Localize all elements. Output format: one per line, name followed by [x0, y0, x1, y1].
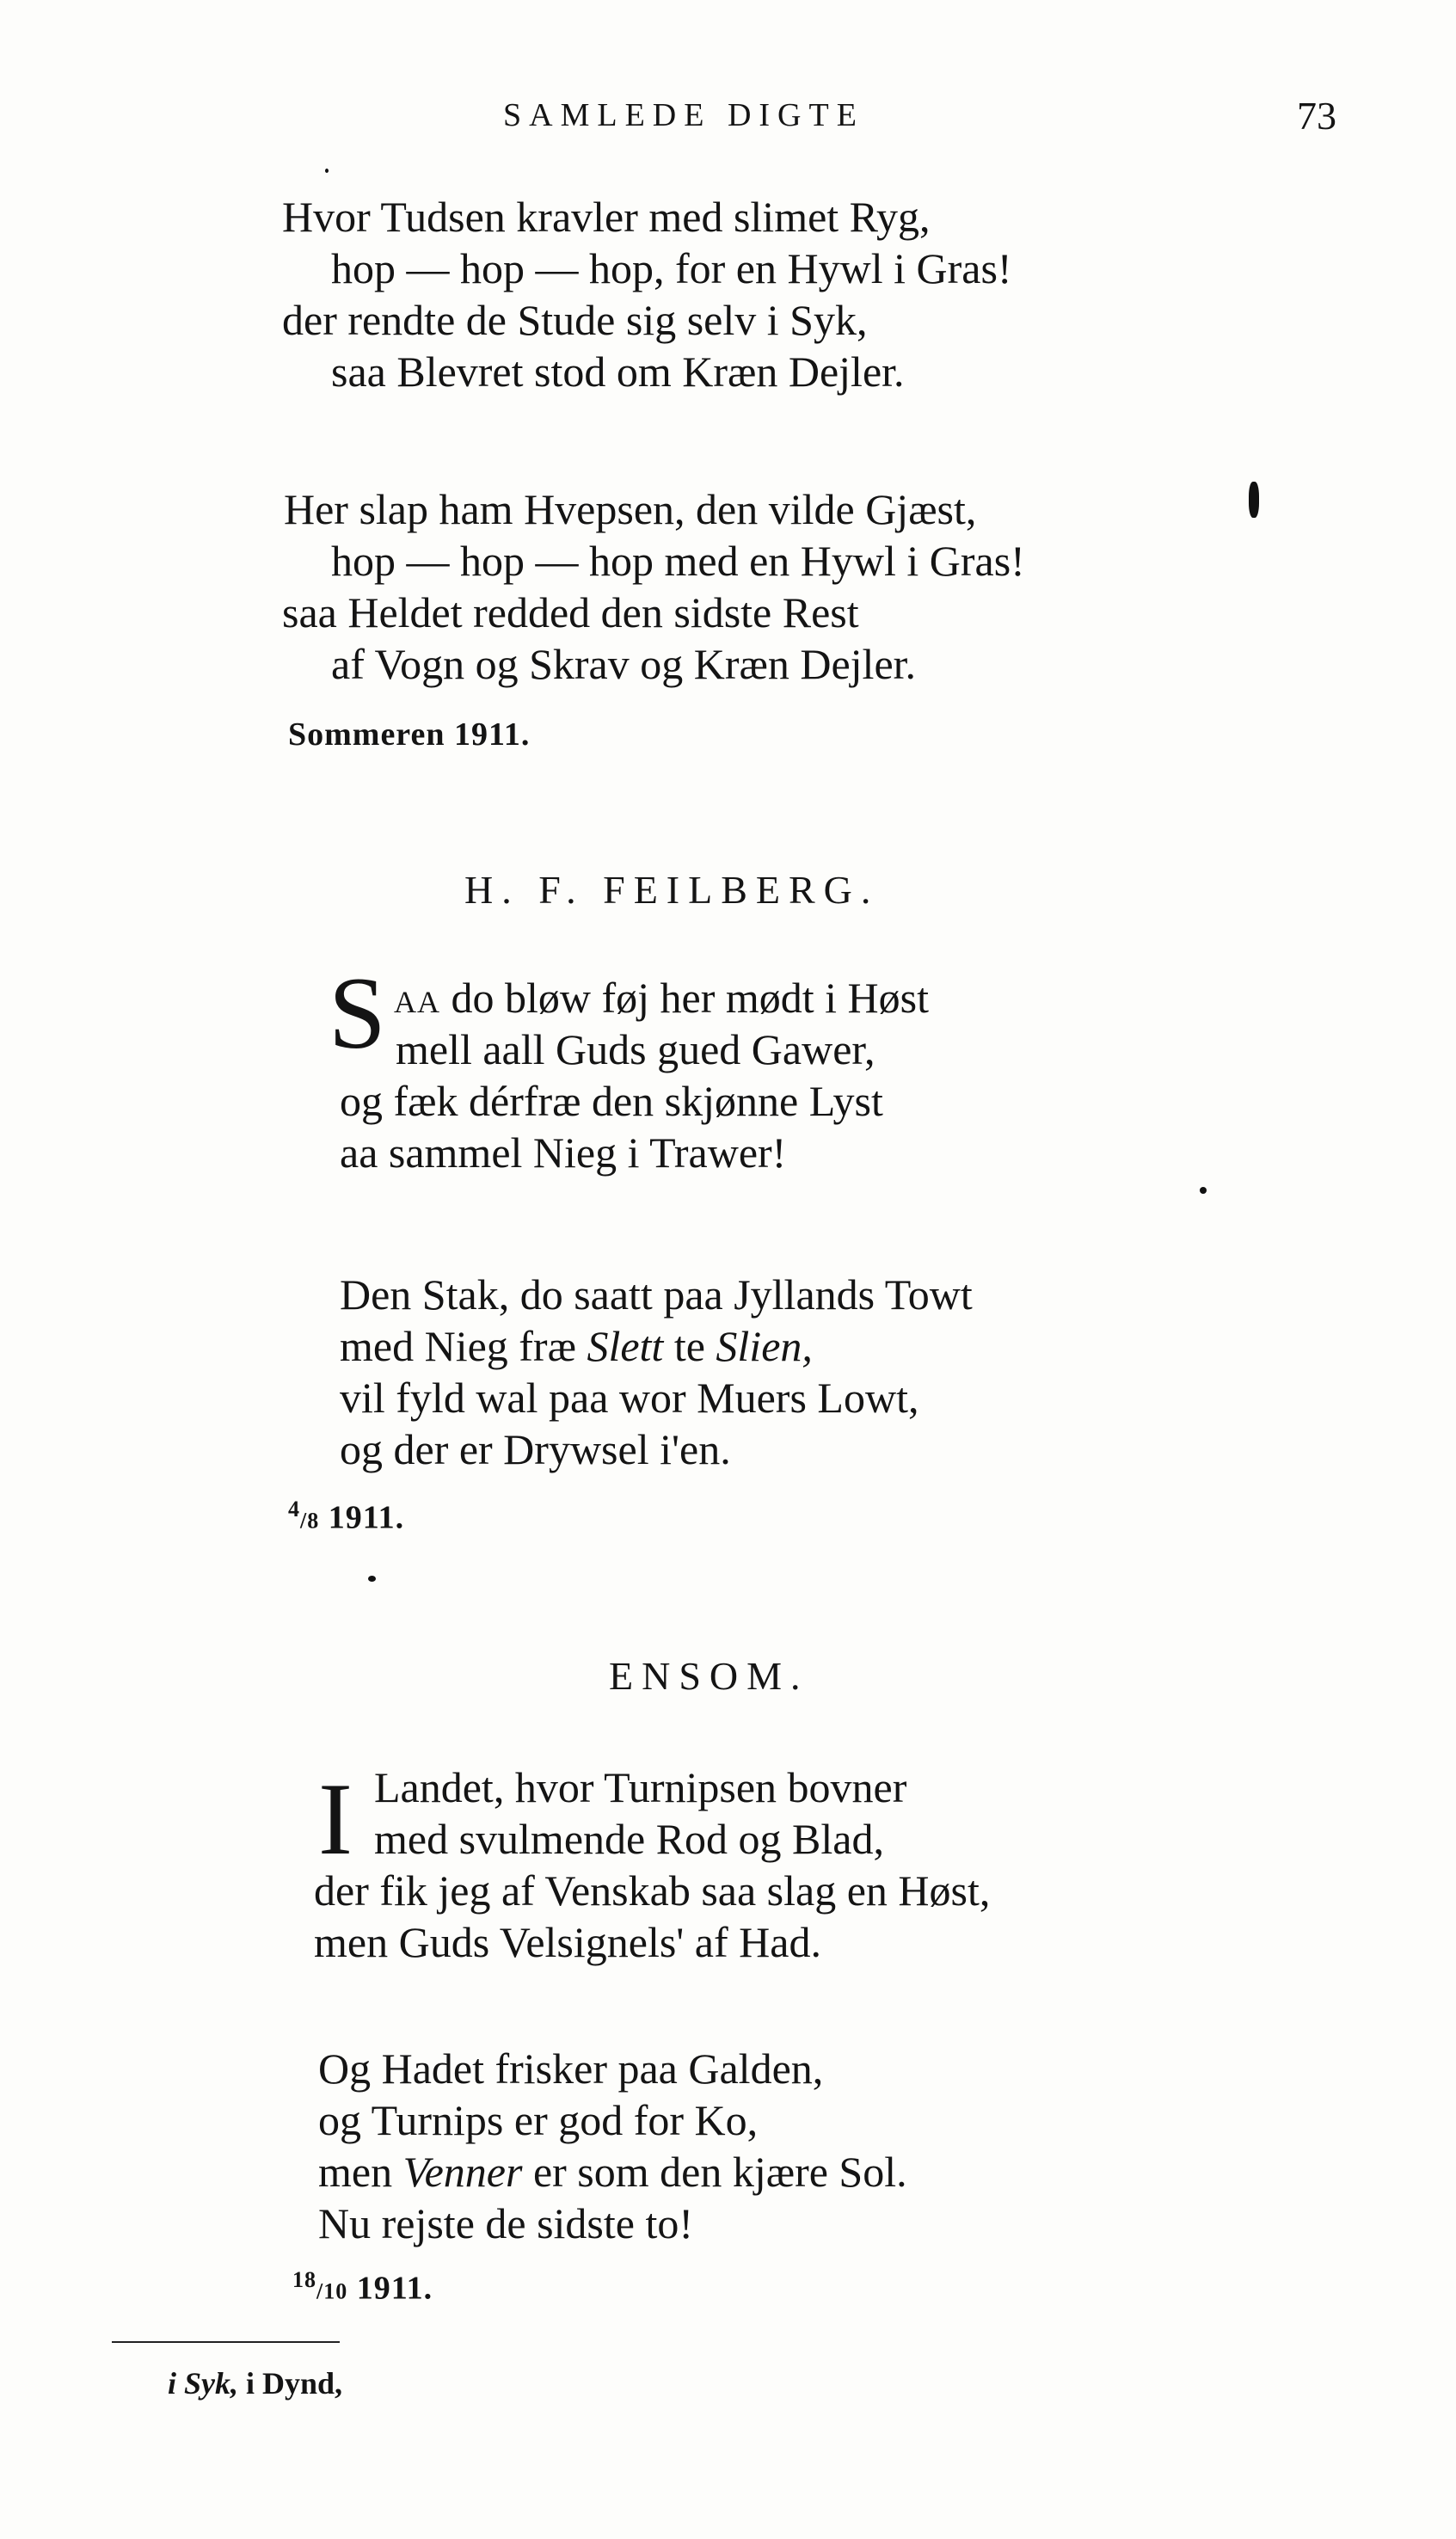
verse-line: der fik jeg af Venskab saa slag en Høst, — [314, 1866, 991, 1915]
text-run: med Nieg fræ — [340, 1322, 587, 1370]
verse-line: af Vogn og Skrav og Kræn Dejler. — [331, 640, 917, 688]
scan-speck — [368, 1576, 376, 1582]
footnote-text: i Dynd, — [238, 2366, 343, 2401]
poem2-dropcap: S — [329, 956, 386, 1070]
italic-run: Slett — [587, 1322, 664, 1370]
date-year: 1911. — [347, 2270, 433, 2307]
footnote-rule — [112, 2341, 340, 2343]
poem2-title: H. F. FEILBERG. — [464, 868, 880, 912]
date-numerator: 4 — [288, 1497, 300, 1522]
verse-line: vil fyld wal paa wor Muers Lowt, — [340, 1374, 919, 1422]
date-denominator: /10 — [316, 2278, 348, 2304]
italic-run: Slien, — [716, 1322, 813, 1370]
verse-line: Her slap ham Hvepsen, den vilde Gjæst, — [284, 485, 977, 533]
verse-line: og der er Drywsel i'en. — [340, 1425, 731, 1473]
date-year: 1911. — [319, 1499, 405, 1536]
verse-line: med svulmende Rod og Blad, — [374, 1815, 884, 1863]
footnote — [168, 2365, 342, 2401]
italic-run: Venner — [402, 2148, 523, 2196]
verse-line-rest: do bløw føj her mødt i Høst — [440, 974, 930, 1022]
poem3-date — [292, 2267, 433, 2308]
verse-line: og fæk dérfræ den skjønne Lyst — [340, 1077, 883, 1125]
text-run: er som den kjære Sol. — [522, 2148, 907, 2196]
verse-line: saa Blevret stod om Kræn Dejler. — [331, 347, 905, 396]
verse-line: Og Hadet frisker paa Galden, — [318, 2044, 824, 2093]
verse-line: og Turnips er god for Ko, — [318, 2096, 759, 2144]
scan-speck — [1200, 1187, 1207, 1194]
poem3-dropcap: I — [318, 1761, 353, 1876]
verse-line — [318, 2146, 907, 2198]
page-number: 73 — [1297, 94, 1336, 138]
footnote-italic: i Syk, — [168, 2366, 239, 2401]
scan-speck — [325, 169, 329, 173]
verse-line: hop — hop — hop, for en Hywl i Gras! — [331, 244, 1012, 292]
verse-line: mell aall Guds gued Gawer, — [396, 1025, 875, 1073]
verse-line: Landet, hvor Turnipsen bovner — [374, 1763, 907, 1811]
poem3-title: ENSOM. — [609, 1654, 809, 1698]
verse-line: der rendte de Stude sig selv i Syk, — [282, 296, 868, 344]
verse-line: Nu rejste de sidste to! — [318, 2199, 694, 2247]
verse-line: saa Heldet redded den sidste Rest — [282, 588, 859, 636]
verse-line: hop — hop — hop med en Hywl i Gras! — [331, 537, 1025, 585]
verse-line — [394, 972, 929, 1028]
verse-line — [340, 1320, 813, 1372]
scan-speck — [1249, 482, 1259, 518]
text-run: te — [663, 1322, 716, 1370]
small-caps-word: AA — [394, 985, 440, 1019]
running-title: SAMLEDE DIGTE — [503, 97, 864, 133]
verse-line: men Guds Velsignels' af Had. — [314, 1918, 821, 1966]
verse-line: aa sammel Nieg i Trawer! — [340, 1128, 787, 1177]
text-run: men — [318, 2148, 403, 2196]
poem1-date: Sommeren 1911. — [288, 716, 531, 753]
verse-line: Hvor Tudsen kravler med slimet Ryg, — [282, 193, 931, 241]
verse-line: Den Stak, do saatt paa Jyllands Towt — [340, 1270, 973, 1319]
date-denominator: /8 — [300, 1508, 320, 1534]
poem2-date — [288, 1497, 404, 1537]
date-numerator: 18 — [292, 2267, 316, 2292]
